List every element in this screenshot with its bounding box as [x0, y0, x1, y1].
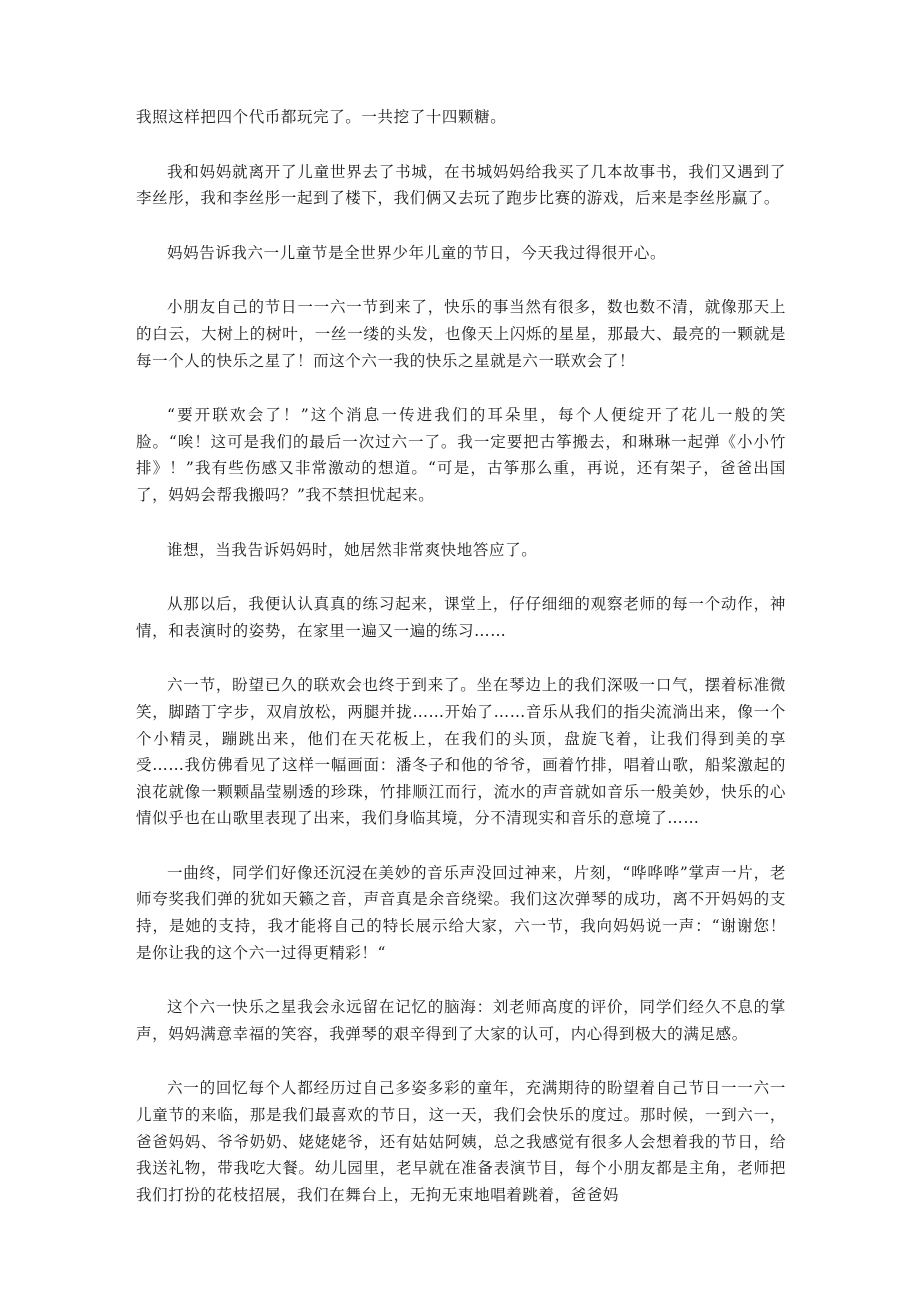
- paragraph-1: 我照这样把四个代币都玩完了。一共挖了十四颗糖。: [136, 108, 507, 126]
- paragraph-4: 小朋友自己的节日一一六一节到来了，快乐的事当然有很多，数也数不清，就像那天上的白云，大树上的树叶，一丝一缕的头发，也像天上闪烁的星星，那最大、最亮的一颗就是每一个人的快乐之星了！而这个六一我的快乐之星就是六一联欢会了！: [136, 298, 786, 370]
- paragraph-9: 一曲终，同学们好像还沉浸在美妙的音乐声没回过神来，片刻，“哗哗哗”掌声一片，老师夸奖我们弹的犹如天籁之音，声音真是余音绕梁。我们这次弹琴的成功，离不开妈妈的支持，是她的支持，我才能将自己的特长展示给大家，六一节，我向妈妈说一声：“谢谢您！是你让我的这个六一过得更精彩！“: [136, 863, 786, 962]
- paragraph-7: 从那以后，我便认认真真的练习起来，课堂上，仔仔细细的观察老师的每一个动作，神情，和表演时的姿势，在家里一遍又一遍的练习……: [136, 595, 786, 640]
- paragraph-2: 我和妈妈就离开了儿童世界去了书城，在书城妈妈给我买了几本故事书，我们又遇到了李丝彤，我和李丝彤一起到了楼下，我们俩又去玩了跑步比赛的游戏，后来是李丝彤赢了。: [136, 162, 786, 208]
- paragraph-10: 这个六一快乐之星我会永远留在记忆的脑海：刘老师高度的评价，同学们经久不息的掌声，妈妈满意幸福的笑容，我弹琴的艰辛得到了大家的认可，内心得到极大的满足感。: [136, 998, 786, 1043]
- paragraph-8: 六一节，盼望已久的联欢会也终于到来了。坐在琴边上的我们深吸一口气，摆着标准微笑，脚踏丁字步，双肩放松，两腿并拢……开始了……音乐从我们的指尖流淌出来，像一个个小精灵，蹦跳出来，他们在天花板上，在我们的头顶，盘旋飞着，让我们得到美的享受……我仿佛看见了这样一幅画面：潘冬子和他的爷爷，画着竹排，唱着山歌，船桨激起的浪花就像一颗颗晶莹剔透的珍珠，竹排顺江而行，流水的声音就如音乐一般美妙，快乐的心情似乎也在山歌里表现了出来，我们身临其境，分不清现实和音乐的意境了……: [136, 676, 786, 828]
- paragraph-3: 妈妈告诉我六一儿童节是全世界少年儿童的节日，今天我过得很开心。: [167, 243, 667, 262]
- document-body: [136, 104, 786, 1236]
- paragraph-6: 谁想，当我告诉妈妈时，她居然非常爽快地答应了。: [167, 540, 538, 559]
- paragraph-11: 六一的回忆每个人都经历过自己多姿多彩的童年，充满期待的盼望着自己节日一一六一儿童节的来临，那是我们最喜欢的节日，这一天，我们会快乐的度过。那时候，一到六一，爸爸妈妈、爷爷奶奶、姥姥姥爷，还有姑姑阿姨，总之我感觉有很多人会想着我的节日，给我送礼物，带我吃大餐。幼儿园里，老早就在准备表演节目，每个小朋友都是主角，老师把我们打扮的花枝招展，我们在舞台上，无拘无束地唱着跳着，爸爸妈: [136, 1079, 786, 1204]
- paragraph-5: “要开联欢会了！”这个消息一传进我们的耳朵里，每个人便绽开了花儿一般的笑脸。“唉！这可是我们的最后一次过六一了。我一定要把古筝搬去，和琳琳一起弹《小小竹排》！”我有些伤感又非常激动的想道。“可是，古筝那么重，再说，还有架子，爸爸出国了，妈妈会帮我搬吗？”我不禁担忧起来。: [136, 406, 786, 504]
